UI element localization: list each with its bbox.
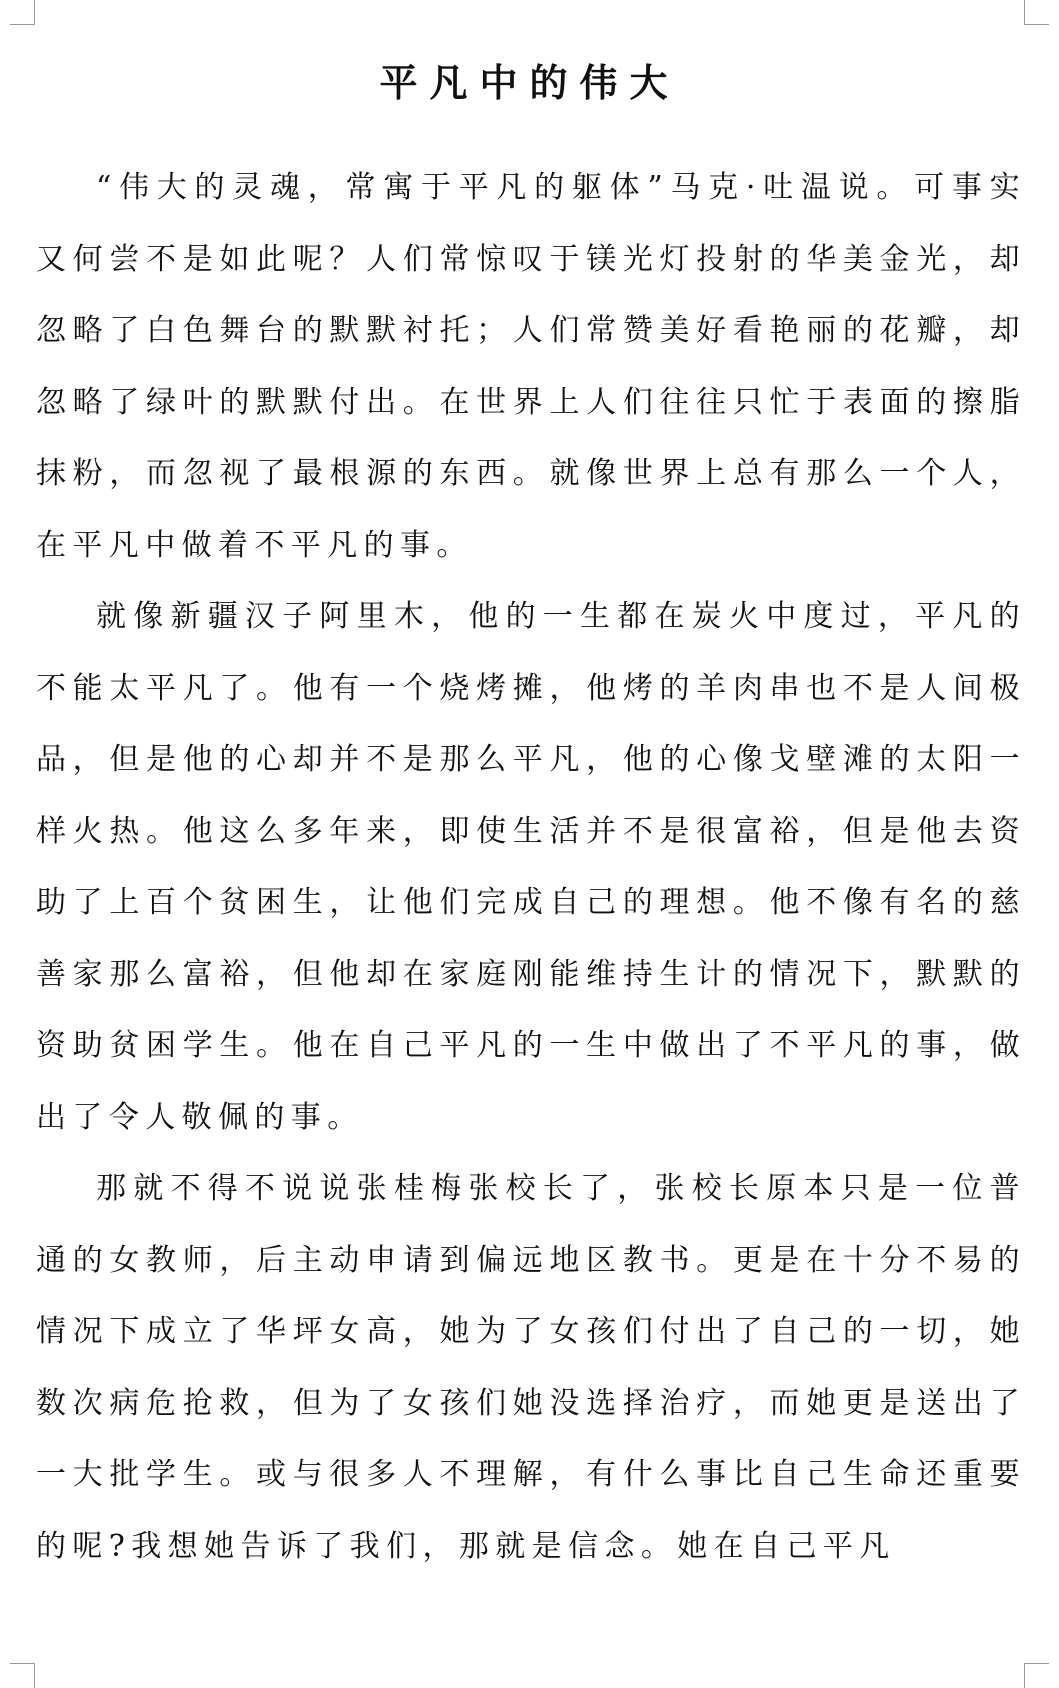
crop-mark-bottom-right: [1024, 1663, 1049, 1688]
crop-mark-top-left: [10, 0, 35, 25]
crop-mark-top-right: [1024, 0, 1049, 25]
paragraph-1: “伟大的灵魂，常寓于平凡的躯体”马克·吐温说。可事实又何尝不是如此呢？人们常惊叹于镁光灯投射的华美金光，却忽略了白色舞台的默默衬托；人们常赞美好看艳丽的花瓣，却忽略了绿叶的默默付出。在世界上人们往往只忙于表面的擦脂抹粉，而忽视了最根源的东西。就像世界上总有那么一个人，在平凡中做着不平凡的事。: [36, 170, 1026, 563]
crop-mark-bottom-left: [10, 1663, 35, 1688]
paragraph-2: 就像新疆汉子阿里木，他的一生都在炭火中度过，平凡的不能太平凡了。他有一个烧烤摊，他烤的羊肉串也不是人间极品，但是他的心却并不是那么平凡，他的心像戈壁滩的太阳一样火热。他这么多年来，即使生活并不是很富裕，但是他去资助了上百个贫困生，让他们完成自己的理想。他不像有名的慈善家那么富裕，但他却在家庭刚能维持生计的情况下，默默的资助贫困学生。他在自己平凡的一生中做出了不平凡的事，做出了令人敬佩的事。: [36, 599, 1026, 1135]
paragraph-3: 那就不得不说说张桂梅张校长了，张校长原本只是一位普通的女教师，后主动申请到偏远地区教书。更是在十分不易的情况下成立了华坪女高，她为了女孩们付出了自己的一切，她数次病危抢救，但为了女孩们她没选择治疗，而她更是送出了一大批学生。或与很多人不理解，有什么事比自己生命还重要的呢?我想她告诉了我们，那就是信念。她在自己平凡: [36, 1171, 1026, 1564]
essay-title: 平凡中的伟大: [379, 60, 680, 105]
essay-body: [36, 152, 1026, 1582]
